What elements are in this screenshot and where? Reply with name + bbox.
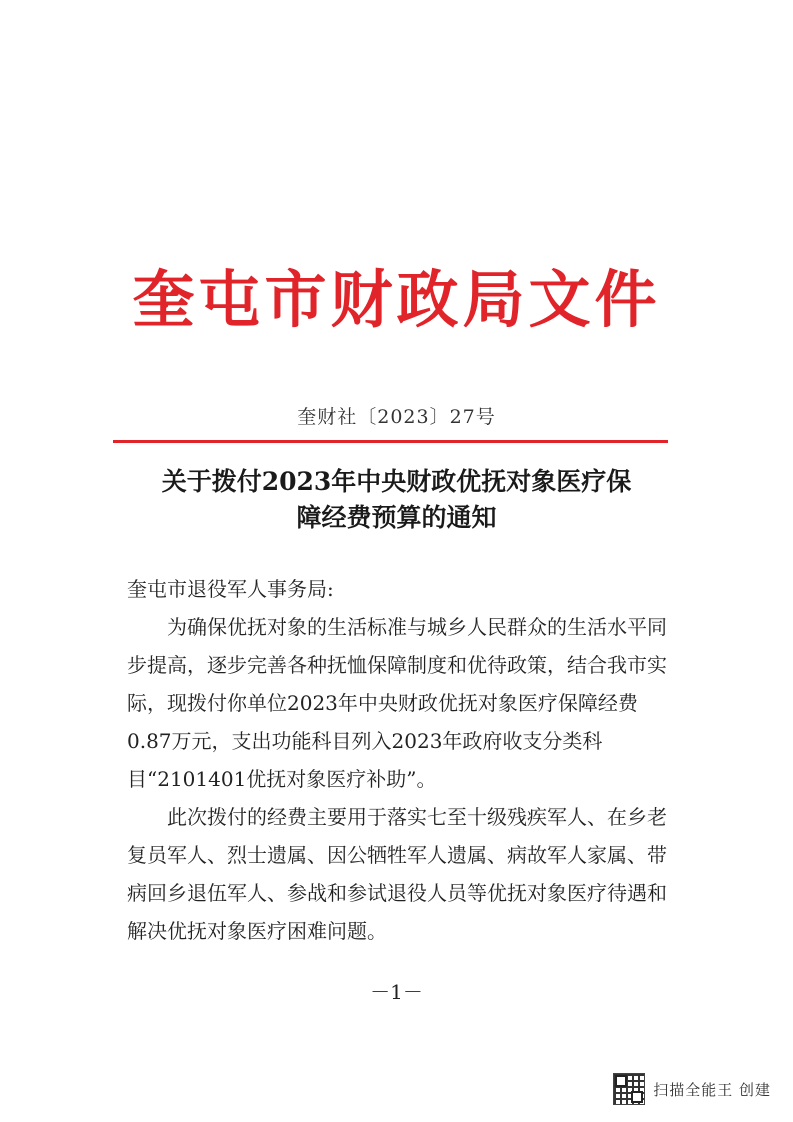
notice-title-line-2: 障经费预算的通知 (296, 503, 497, 532)
notice-title-line-1: 关于拨付2023年中央财政优抚对象医疗保 (161, 467, 632, 496)
notice-title (100, 464, 693, 536)
document-number: 奎财社〔2023〕27号 (297, 406, 496, 428)
notice-body (127, 570, 672, 950)
scanner-watermark (613, 1073, 771, 1105)
salutation: 奎屯市退役军人事务局: (127, 577, 334, 601)
body-paragraph-2: 此次拨付的经费主要用于落实七至十级残疾军人、在乡老复员军人、烈士遗属、因公牺牲军人遗属、病故军人家属、带病回乡退伍军人、参战和参试退役人员等优抚对象医疗待遇和解决优抚对象医疗困难问题。 (127, 805, 667, 943)
document-header-title: 奎屯市财政局文件 (132, 263, 661, 336)
body-paragraph-1: 为确保优抚对象的生活标准与城乡人民群众的生活水平同步提高，逐步完善各种抚恤保障制度和优待政策，结合我市实际，现拨付你单位2023年中央财政优抚对象医疗保障经费0.87万元，支出功能科目列入2023年政府收支分类科目“2101401优抚对象医疗补助”。 (127, 615, 667, 791)
page-number: －1－ (370, 980, 423, 1004)
watermark-text: 扫描全能王 创建 (653, 1080, 771, 1099)
red-divider-line (113, 440, 668, 443)
qr-code-icon (613, 1073, 645, 1105)
